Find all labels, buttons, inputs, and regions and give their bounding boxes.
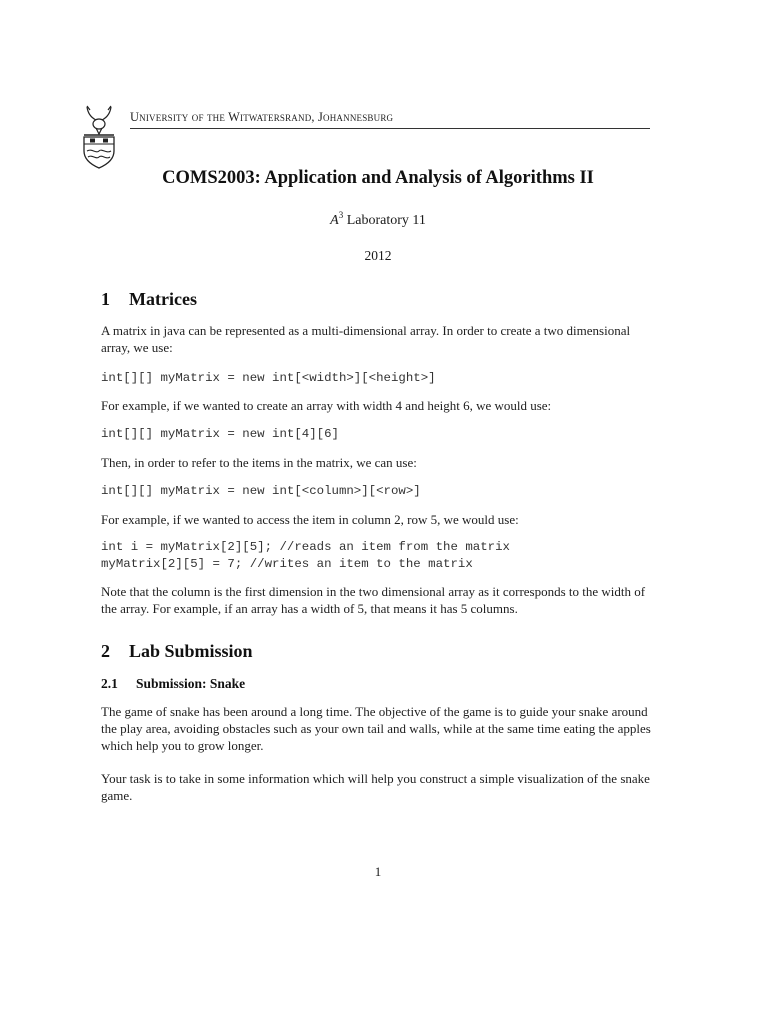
subsection-title: Submission: Snake [136,676,246,691]
paragraph: The game of snake has been around a long time. The objective of the game is to guide your snake around the play area, avoiding obstacles such as your own tail and walls, while at the same time eating the apples which help you to grow longer. [101,704,651,753]
paragraph: Note that the column is the first dimension in the two dimensional array as it corresponds to the width of the array. For example, if an array has a width of 5, that means it has 5 columns. [101,584,646,616]
document-title: COMS2003: Application and Analysis of Algorithms II [162,168,594,188]
paragraph: For example, if we wanted to create an array with width 4 and height 6, we would use: [101,398,552,413]
section-2-heading [101,641,253,662]
header-rule [130,128,650,129]
lab-subtitle [102,210,654,229]
code-line: int[][] myMatrix = new int[<width>][<height>] [101,371,436,385]
code-line: myMatrix[2][5] = 7; //writes an item to the matrix [101,557,473,571]
paragraph: A matrix in java can be represented as a multi-dimensional array. In order to create a two dimensional array, we use: [101,323,631,355]
a3-symbol: A [330,213,339,228]
code-line: int[][] myMatrix = new int[4][6] [101,427,339,441]
section-title: Matrices [129,289,197,309]
page-number: 1 [374,864,382,879]
subsection-2-1-heading [101,676,245,692]
a3-superscript: 3 [338,210,344,220]
university-crest-icon [78,104,120,170]
lab-label: Laboratory 11 [343,213,426,228]
code-line: int[][] myMatrix = new int[<column>][<row>] [101,484,421,498]
subsection-number: 2.1 [101,676,118,691]
paragraph: For example, if we wanted to access the item in column 2, row 5, we would use: [101,512,519,527]
section-number: 2 [101,641,110,661]
paragraph: Your task is to take in some information which will help you construct a simple visualization of the snake game. [101,771,650,803]
paragraph: Then, in order to refer to the items in the matrix, we can use: [101,455,417,470]
code-line: int i = myMatrix[2][5]; //reads an item from the matrix [101,540,510,554]
section-number: 1 [101,289,110,309]
university-header: University of the Witwatersrand, Johannesburg [130,110,394,124]
section-1-heading [101,289,197,310]
section-title: Lab Submission [129,641,253,661]
document-year: 2012 [364,248,392,263]
